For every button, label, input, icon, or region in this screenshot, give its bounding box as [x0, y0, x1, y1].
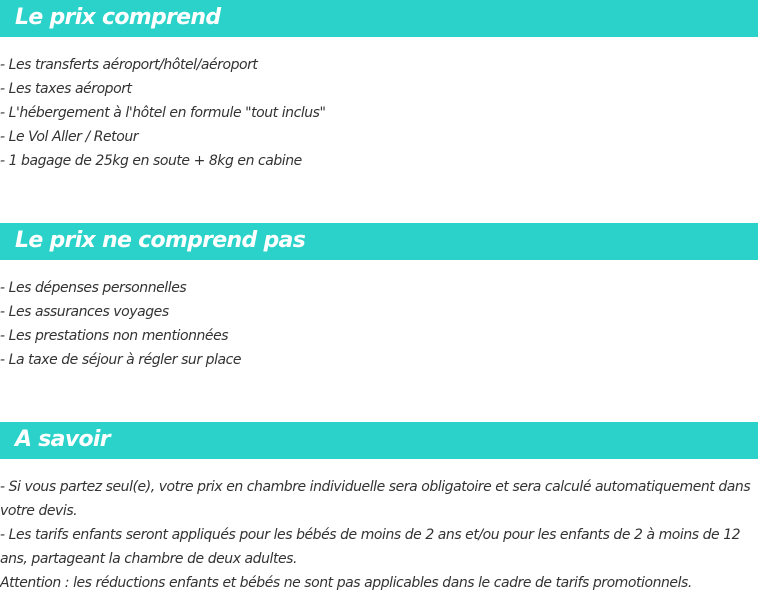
- section-header-good-to-know: [0, 422, 758, 459]
- section-header-included: [0, 0, 758, 37]
- section-header-not-included: [0, 223, 758, 260]
- list-item: - 1 bagage de 25kg en soute + 8kg en cabine: [0, 153, 302, 169]
- good-to-know-list: [0, 475, 758, 595]
- included-list: [0, 53, 758, 173]
- list-item: - L'hébergement à l'hôtel en formule "tout inclus": [0, 105, 326, 121]
- section-title-included: Le prix comprend: [15, 5, 221, 30]
- list-item: - La taxe de séjour à régler sur place: [0, 352, 242, 368]
- not-included-list: [0, 276, 758, 372]
- list-item: - Le Vol Aller / Retour: [0, 129, 139, 145]
- list-item: - Les assurances voyages: [0, 304, 169, 320]
- list-item: - Les transferts aéroport/hôtel/aéroport: [0, 57, 258, 73]
- list-item: - Si vous partez seul(e), votre prix en chambre individuelle sera obligatoire et sera calculé automatiquement dans votre devis.: [0, 479, 751, 519]
- list-item: - Les tarifs enfants seront appliqués pour les bébés de moins de 2 ans et/ou pour les enfants de 2 à moins de 12 ans, partageant la chambre de deux adultes.: [0, 527, 741, 567]
- list-item: - Les taxes aéroport: [0, 81, 132, 97]
- list-item: Attention : les réductions enfants et bébés ne sont pas applicables dans le cadre de tarifs promotionnels.: [0, 575, 692, 591]
- list-item: - Les dépenses personnelles: [0, 280, 187, 296]
- list-item: - Les prestations non mentionnées: [0, 328, 229, 344]
- section-title-good-to-know: A savoir: [15, 427, 110, 452]
- section-title-not-included: Le prix ne comprend pas: [15, 228, 306, 253]
